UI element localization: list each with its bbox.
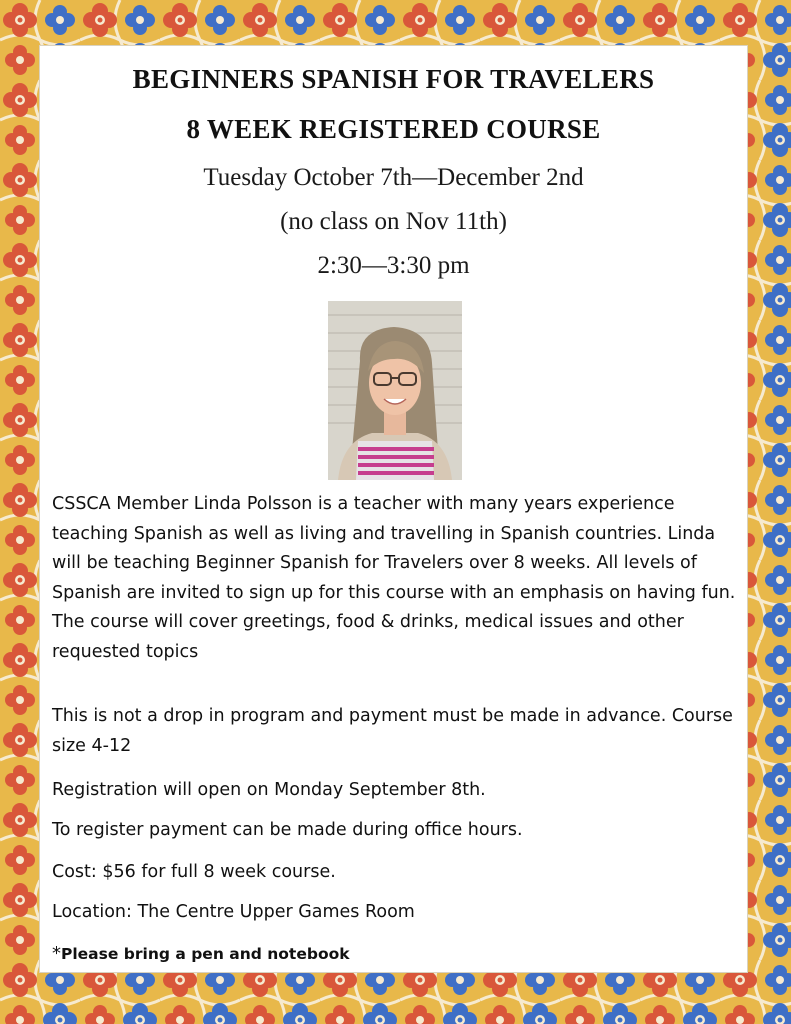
- course-time: 2:30—3:30 pm: [317, 252, 470, 279]
- course-cost: Cost: $56 for full 8 week course.: [52, 862, 336, 882]
- registration-method: To register payment can be made during office hours.: [52, 820, 523, 840]
- course-dates: Tuesday October 7th—December 2nd: [203, 164, 584, 191]
- registration-date: Registration will open on Monday September 8th.: [52, 780, 486, 800]
- asterisk: *: [52, 943, 61, 964]
- flyer-panel: [40, 46, 747, 972]
- no-class-note: (no class on Nov 11th): [280, 208, 507, 235]
- flyer-title: BEGINNERS SPANISH FOR TRAVELERS: [132, 64, 655, 94]
- instructor-portrait-image: [328, 301, 462, 480]
- course-description: CSSCA Member Linda Polsson is a teacher with many years experience teaching Spanish as well as living and travelling in Spanish countries. Linda will be teaching Beginner Spanish for Travelers over 8 weeks. All levels of Spanish are invited to sign up for this course with an emphasis on having fun. The course will cover greetings, food & drinks, medical issues and other requested topics: [52, 494, 736, 662]
- instructor-photo: [328, 301, 462, 480]
- bring-supplies-note: [52, 939, 742, 970]
- flyer-subtitle: 8 WEEK REGISTERED COURSE: [186, 114, 601, 144]
- bring-supplies-text: Please bring a pen and notebook: [61, 945, 350, 963]
- payment-note: This is not a drop in program and payment must be made in advance. Course size 4-12: [52, 706, 733, 756]
- course-location: Location: The Centre Upper Games Room: [52, 902, 415, 922]
